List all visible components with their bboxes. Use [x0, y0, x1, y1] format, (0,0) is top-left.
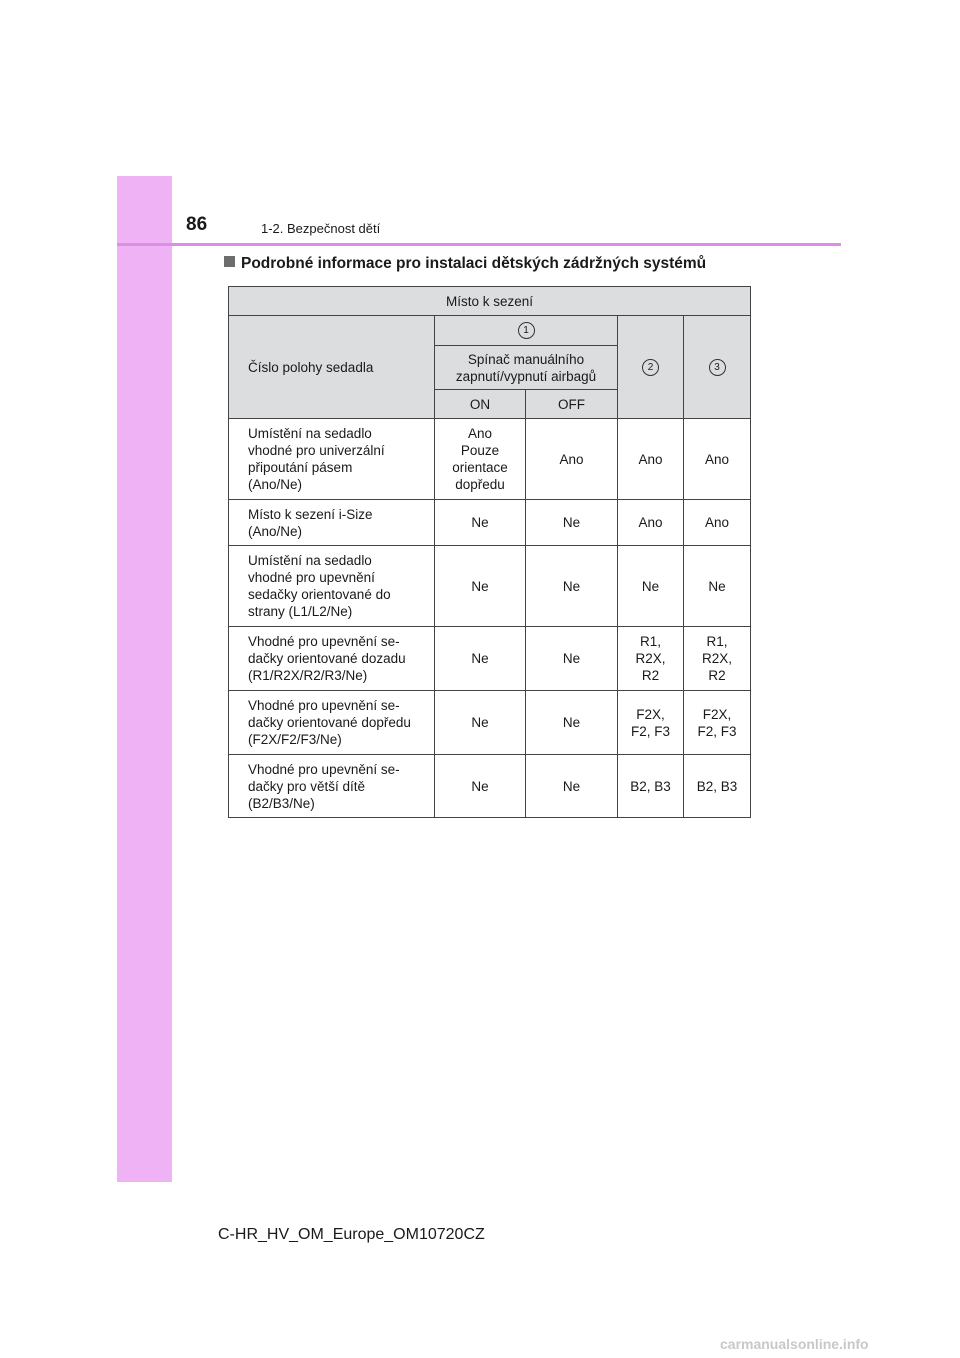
row-value: Ne: [435, 755, 526, 818]
row-value: Ne: [435, 500, 526, 546]
row-value: Ano: [684, 419, 751, 500]
table-row: [229, 755, 751, 818]
child-seat-table: [228, 286, 751, 818]
document-id: C-HR_HV_OM_Europe_OM10720CZ: [218, 1226, 485, 1243]
row-value: Ano Pouze orientace dopředu: [435, 419, 526, 500]
position-1-badge: 1: [518, 322, 535, 339]
row-label: Umístění na sedadlo vhodné pro univerzální připoutání pásem (Ano/Ne): [229, 419, 435, 500]
row-value: Ano: [618, 419, 684, 500]
table-row: [229, 419, 751, 500]
row-value: Ne: [526, 691, 618, 755]
row-value: Ne: [435, 627, 526, 691]
row-value: Ne: [684, 546, 751, 627]
table-heading-text: Podrobné informace pro instalaci dětských zádržných systémů: [241, 255, 707, 272]
position-1-cell: [435, 316, 618, 346]
section-title: 1-2. Bezpečnost dětí: [261, 221, 381, 236]
page-number: 86: [186, 214, 208, 235]
table-row: [229, 546, 751, 627]
airbag-switch-label: Spínač manuálního zapnutí/vypnutí airbagů: [435, 346, 618, 390]
seat-header-row: [229, 287, 751, 316]
row-value: Ano: [618, 500, 684, 546]
square-bullet-icon: [224, 256, 235, 267]
position-2-badge: 2: [642, 359, 659, 376]
position-label: Číslo polohy sedadla: [229, 316, 435, 419]
row-label: Vhodné pro upevnění se- dačky orientované dozadu (R1/R2X/R2/R3/Ne): [229, 627, 435, 691]
position-row: [229, 316, 751, 346]
row-label: Umístění na sedadlo vhodné pro upevnění sedačky orientované do strany (L1/L2/Ne): [229, 546, 435, 627]
side-tab-bar: [117, 176, 172, 1182]
row-value: B2, B3: [684, 755, 751, 818]
position-3-badge: 3: [709, 359, 726, 376]
row-value: Ano: [684, 500, 751, 546]
table-row: [229, 500, 751, 546]
row-value: Ne: [526, 627, 618, 691]
row-label: Vhodné pro upevnění se- dačky orientované dopředu (F2X/F2/F3/Ne): [229, 691, 435, 755]
row-value: F2X, F2, F3: [684, 691, 751, 755]
row-label: Místo k sezení i-Size (Ano/Ne): [229, 500, 435, 546]
row-value: Ano: [526, 419, 618, 500]
position-2-cell: [618, 316, 684, 419]
seat-header: Místo k sezení: [229, 287, 751, 316]
row-value: Ne: [435, 546, 526, 627]
table-row: [229, 691, 751, 755]
row-value: Ne: [618, 546, 684, 627]
table-heading: [224, 255, 706, 273]
switch-state-on: ON: [435, 390, 526, 419]
row-label: Vhodné pro upevnění se- dačky pro větší dítě (B2/B3/Ne): [229, 755, 435, 818]
watermark-text: carmanualsonline.info: [720, 1336, 869, 1352]
row-value: Ne: [435, 691, 526, 755]
table-row: [229, 627, 751, 691]
row-value: Ne: [526, 755, 618, 818]
row-value: R1, R2X, R2: [618, 627, 684, 691]
row-value: B2, B3: [618, 755, 684, 818]
position-3-cell: [684, 316, 751, 419]
row-value: R1, R2X, R2: [684, 627, 751, 691]
row-value: Ne: [526, 500, 618, 546]
header-rule: [117, 243, 841, 246]
row-value: F2X, F2, F3: [618, 691, 684, 755]
row-value: Ne: [526, 546, 618, 627]
switch-state-off: OFF: [526, 390, 618, 419]
